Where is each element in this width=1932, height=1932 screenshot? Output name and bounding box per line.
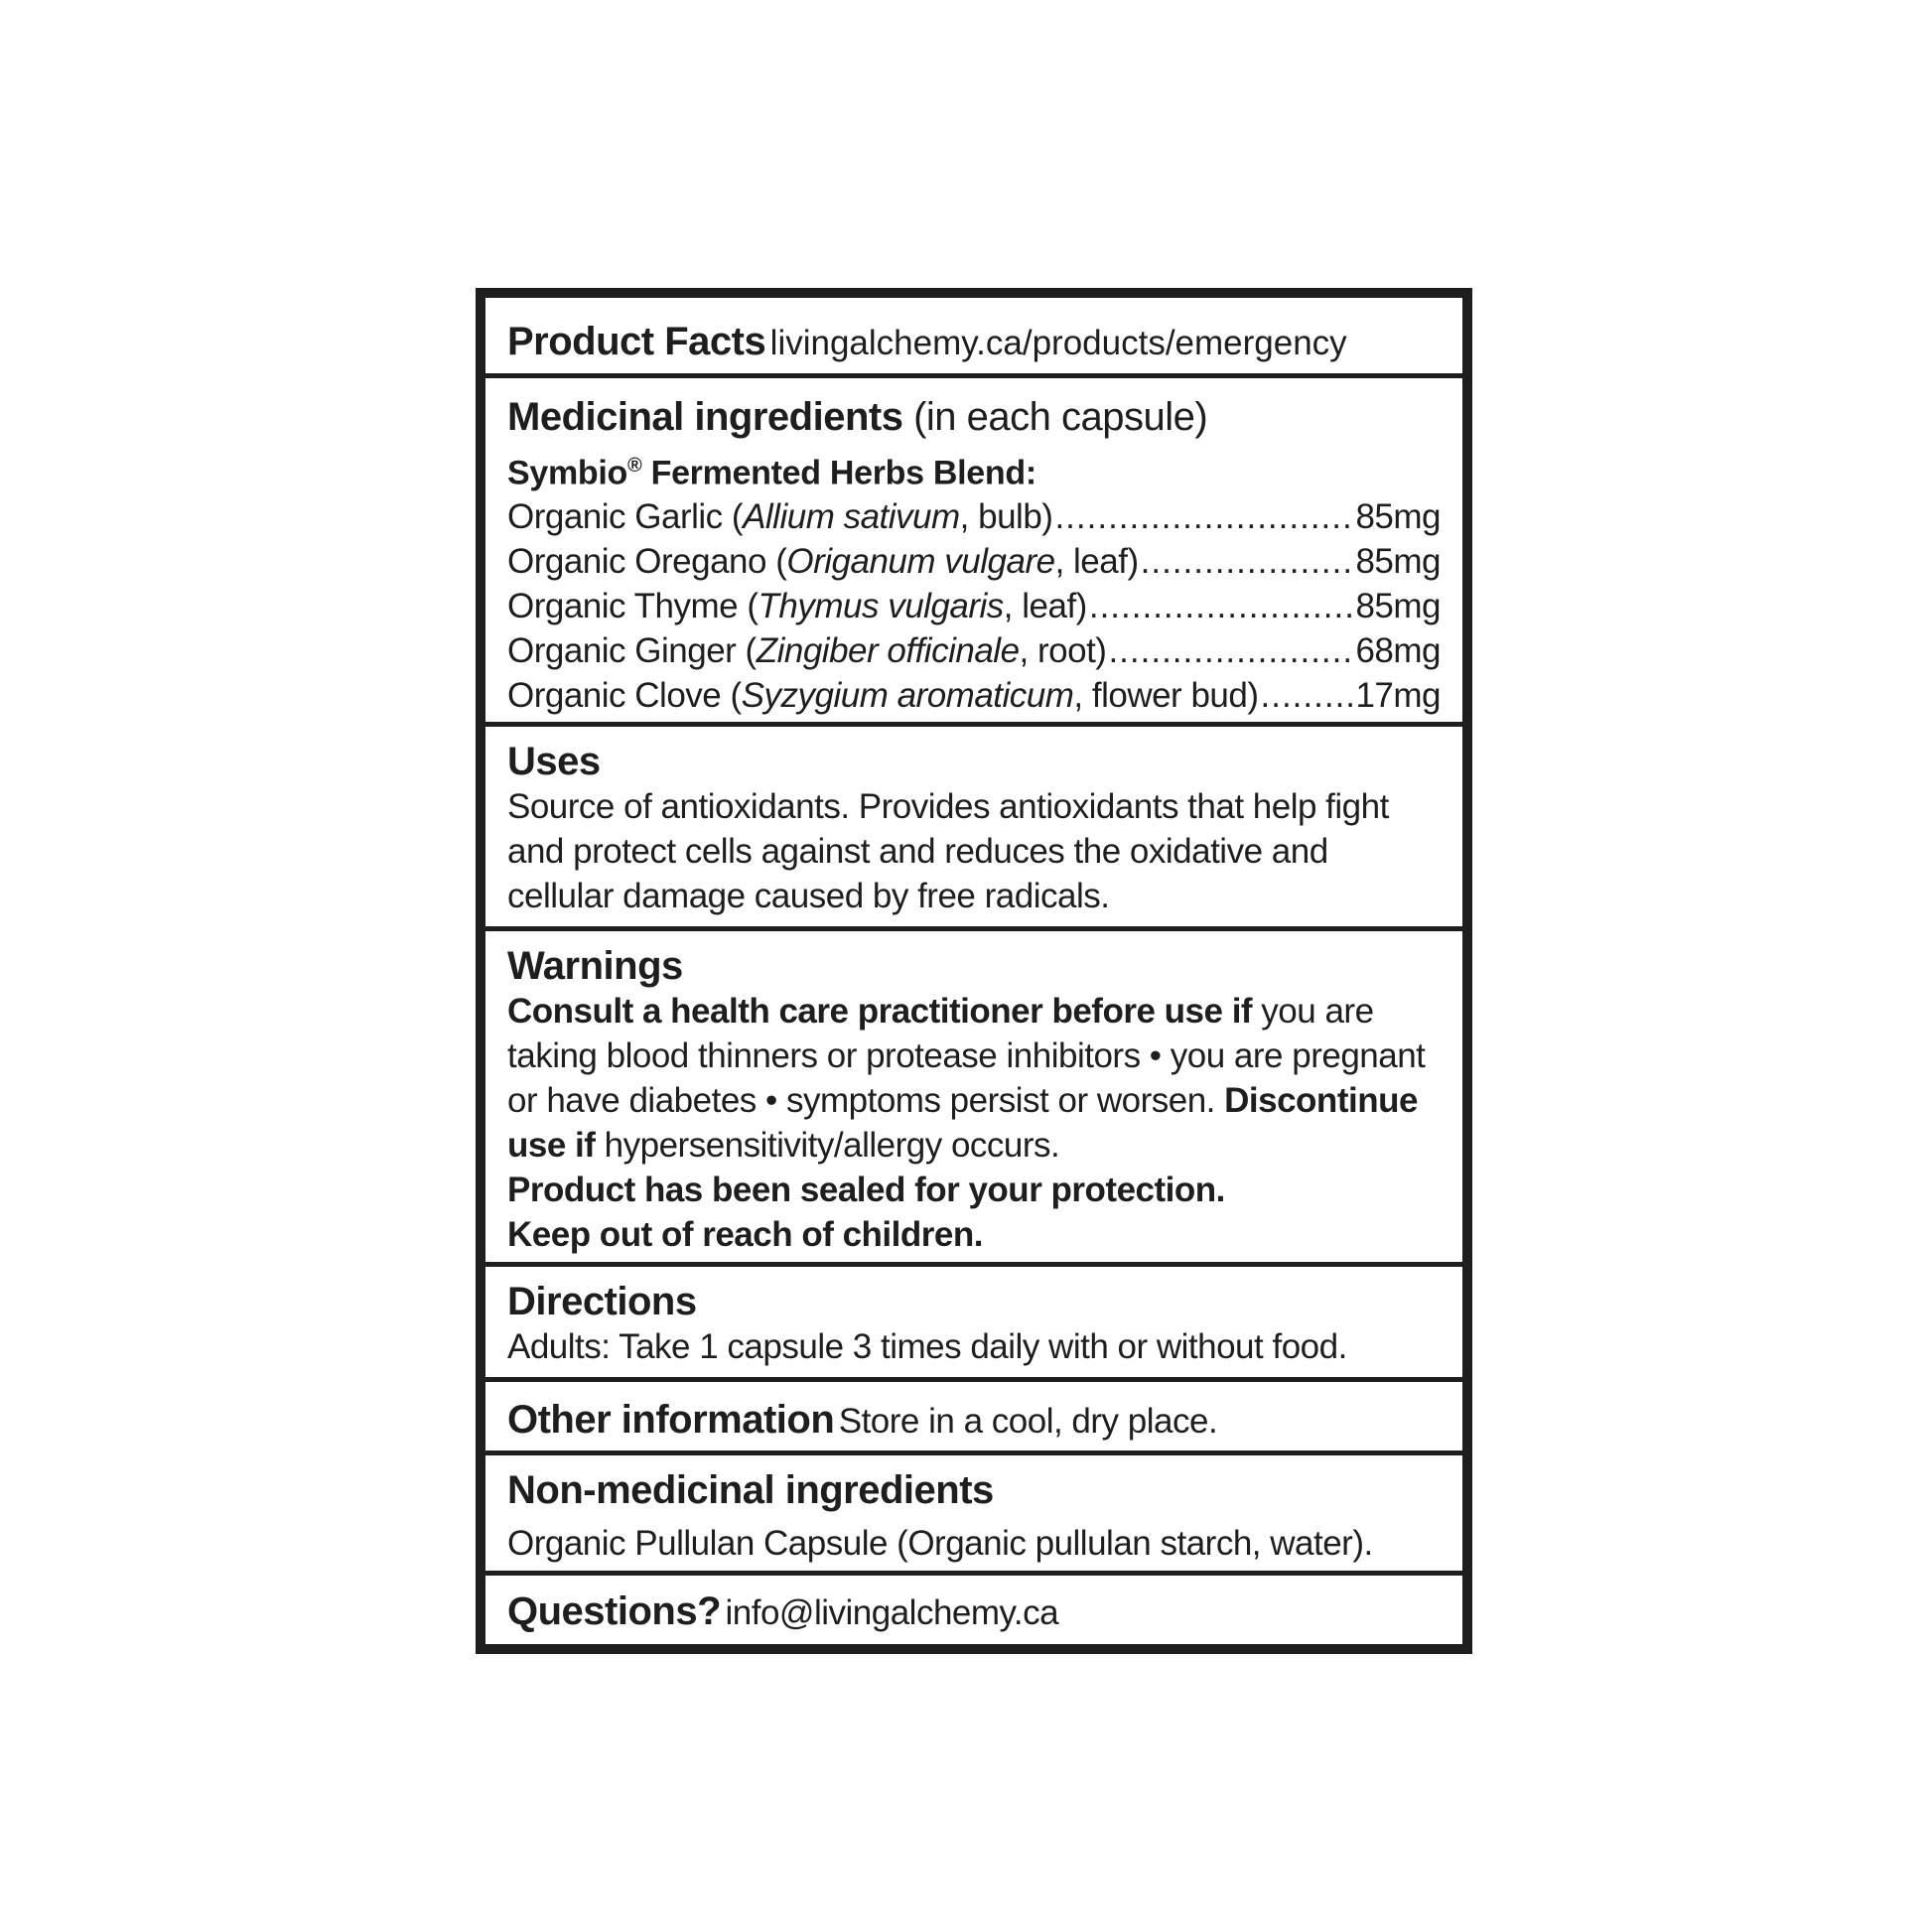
ingredient-row bbox=[507, 539, 1441, 584]
ingredient-row bbox=[507, 494, 1441, 539]
medicinal-title: Medicinal ingredients bbox=[507, 395, 903, 439]
other-information-section bbox=[485, 1377, 1462, 1450]
directions-section bbox=[485, 1262, 1462, 1377]
medicinal-heading bbox=[507, 394, 1441, 440]
consult-bold: Consult a health care practitioner before use if bbox=[507, 992, 1253, 1031]
warnings-title: Warnings bbox=[507, 944, 683, 988]
ingredient-amount: 85mg bbox=[1355, 587, 1441, 626]
ingredient-row bbox=[507, 673, 1441, 718]
leader-dots bbox=[1108, 628, 1353, 673]
blend-title bbox=[507, 444, 1441, 494]
discontinue-bold: Discontinue use if bbox=[507, 1081, 1418, 1165]
medicinal-subtitle: (in each capsule) bbox=[913, 395, 1208, 439]
directions-text: Adults: Take 1 capsule 3 times daily with or without food. bbox=[507, 1327, 1347, 1366]
ingredient-name: Organic Garlic (Allium sativum, bulb) bbox=[507, 497, 1053, 537]
registered-mark: ® bbox=[627, 455, 642, 477]
questions-email: info@livingalchemy.ca bbox=[725, 1593, 1059, 1632]
leader-dots bbox=[1089, 584, 1354, 628]
uses-text: Source of antioxidants. Provides antioxidants that help fight and protect cells against and reduces the oxidative and cellular damage caused by free radicals. bbox=[507, 787, 1389, 915]
ingredient-row bbox=[507, 628, 1441, 673]
product-facts-label bbox=[476, 288, 1472, 1654]
discontinue-text: hypersensitivity/allergy occurs. bbox=[595, 1126, 1060, 1165]
nonmedicinal-title: Non-medicinal ingredients bbox=[507, 1468, 994, 1512]
blend-name: Symbio bbox=[507, 454, 628, 492]
ingredient-row bbox=[507, 584, 1441, 628]
product-url: livingalchemy.ca/products/emergency bbox=[769, 324, 1347, 362]
leader-dots bbox=[1141, 539, 1354, 584]
questions-title: Questions? bbox=[507, 1589, 722, 1633]
medicinal-ingredients-section bbox=[485, 373, 1462, 722]
warnings-section bbox=[485, 926, 1462, 1262]
ingredient-name: Organic Ginger (Zingiber officinale, root) bbox=[507, 631, 1107, 671]
keep-out-notice: Keep out of reach of children. bbox=[507, 1215, 983, 1254]
product-facts-title: Product Facts bbox=[507, 320, 766, 363]
questions-section bbox=[485, 1571, 1462, 1644]
warnings-text bbox=[507, 989, 1441, 1168]
directions-title: Directions bbox=[507, 1280, 697, 1323]
product-facts-header bbox=[485, 298, 1462, 373]
leader-dots bbox=[1261, 673, 1354, 718]
ingredient-name: Organic Oregano (Origanum vulgare, leaf) bbox=[507, 542, 1139, 582]
other-title: Other information bbox=[507, 1398, 835, 1442]
sealed-notice: Product has been sealed for your protection. bbox=[507, 1171, 1225, 1209]
uses-title: Uses bbox=[507, 740, 601, 783]
ingredient-name: Organic Clove (Syzygium aromaticum, flower bud) bbox=[507, 676, 1259, 716]
nonmedicinal-text: Organic Pullulan Capsule (Organic pullulan starch, water). bbox=[507, 1524, 1373, 1563]
other-text: Store in a cool, dry place. bbox=[838, 1402, 1218, 1441]
ingredient-name: Organic Thyme (Thymus vulgaris, leaf) bbox=[507, 587, 1087, 626]
ingredient-amount: 68mg bbox=[1355, 631, 1441, 671]
ingredient-amount: 85mg bbox=[1355, 497, 1441, 537]
uses-section bbox=[485, 722, 1462, 926]
non-medicinal-section bbox=[485, 1450, 1462, 1571]
ingredient-amount: 85mg bbox=[1355, 542, 1441, 582]
leader-dots bbox=[1054, 494, 1353, 539]
consult-text: you are taking blood thinners or protease inhibitors • you are pregnant or have diabetes • symptoms persist or worsen. bbox=[507, 992, 1426, 1120]
blend-rest: Fermented Herbs Blend: bbox=[641, 454, 1036, 492]
ingredient-amount: 17mg bbox=[1355, 676, 1441, 716]
